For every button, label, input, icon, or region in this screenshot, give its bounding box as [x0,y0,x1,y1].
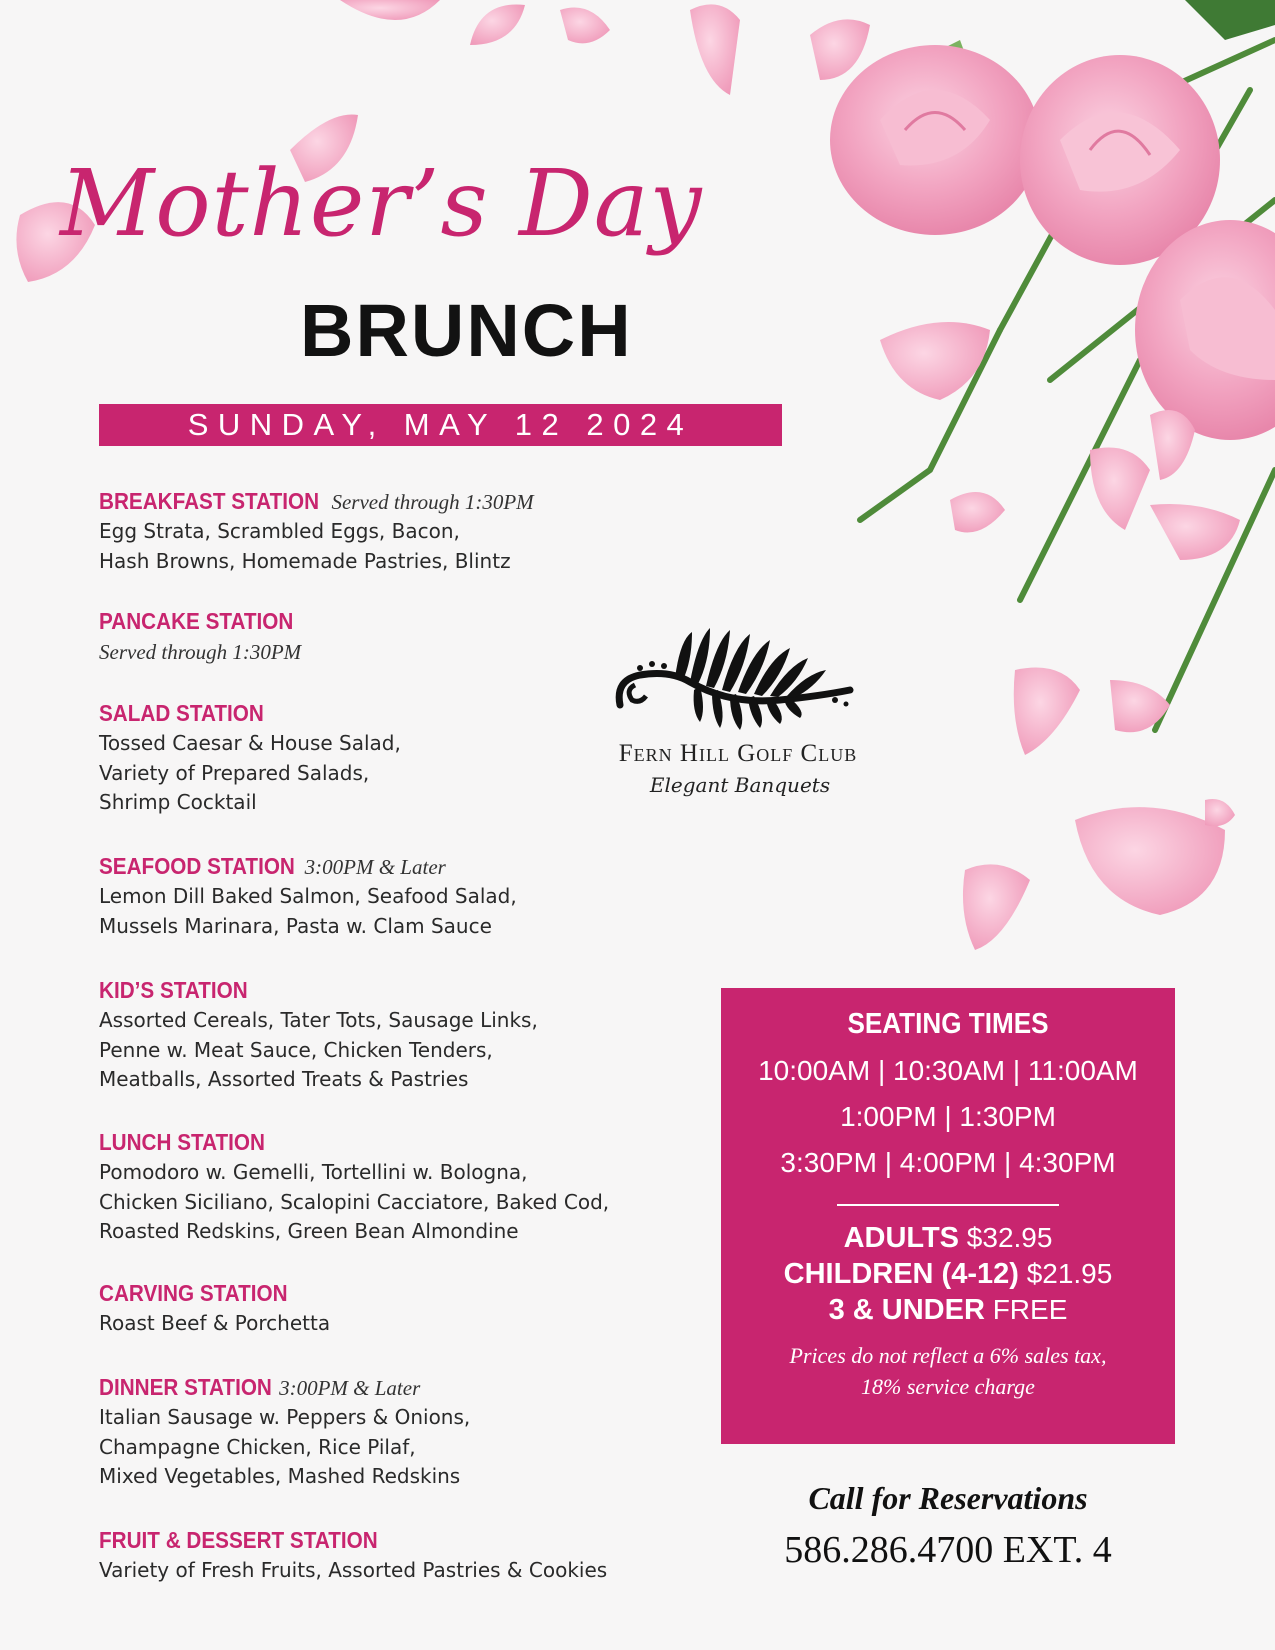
price-note-line: 18% service charge [861,1374,1035,1399]
station-name: SEAFOOD STATION [99,853,295,879]
station-note: Served through 1:30PM [99,640,302,664]
station-items-line: Lemon Dill Baked Salmon, Seafood Salad, [99,884,517,908]
station-seafood [99,851,699,975]
station-items-line: Roasted Redskins, Green Bean Almondine [99,1219,519,1243]
seating-times-panel [721,988,1175,1444]
divider [837,1204,1059,1206]
station-items-line: Hash Browns, Homemade Pastries, Blintz [99,548,511,573]
station-items-line: Mixed Vegetables, Mashed Redskins [99,1464,461,1488]
seating-times-line: 10:00AM | 10:30AM | 11:00AM [758,1055,1138,1086]
rose-1 [830,45,1040,235]
station-items-line: Meatballs, Assorted Treats & Pastries [99,1067,469,1091]
station-items-line: Champagne Chicken, Rice Pilaf, [99,1434,416,1459]
reservations-label: Call for Reservations [808,1480,1088,1516]
price-value: $21.95 [1026,1258,1113,1289]
price-label: CHILDREN (4-12) [783,1258,1019,1290]
date-banner: SUNDAY, MAY 12 2024 [99,404,782,446]
station-name: DINNER STATION [99,1374,272,1400]
station-kids [99,975,699,1127]
station-items-line: Penne w. Meat Sauce, Chicken Tenders, [99,1037,493,1062]
station-items-line: Mussels Marinara, Pasta w. Clam Sauce [99,913,492,938]
price-under-3 [721,1292,1175,1328]
title-brunch: BRUNCH [300,289,633,372]
price-children [721,1256,1175,1292]
station-lunch [99,1127,699,1278]
station-items-line: Assorted Cereals, Tater Tots, Sausage Links, [99,1008,538,1032]
station-fruit-dessert [99,1525,699,1589]
title-script: Mother’s Day [60,150,703,257]
station-items-line: Pomodoro w. Gemelli, Tortellini w. Bologna, [99,1160,528,1184]
station-note: Served through 1:30PM [331,490,534,514]
price-note-line: Prices do not reflect a 6% sales tax, [789,1343,1107,1368]
station-items-line: Variety of Prepared Salads, [99,760,370,785]
logo-club-name: Fern Hill Golf Club [618,740,858,767]
price-label: ADULTS [843,1222,960,1254]
price-label: 3 & UNDER [828,1294,985,1326]
logo-tagline: Elegant Banquets [649,773,831,797]
seating-times-line: 1:00PM | 1:30PM [840,1101,1056,1132]
reservations-phone[interactable]: 586.286.4700 EXT. 4 [784,1529,1112,1571]
station-items-line: Chicken Siciliano, Scalopini Cacciatore, Baked Cod, [99,1189,610,1214]
station-name: PANCAKE STATION [99,608,294,634]
price-adults [721,1220,1175,1256]
station-items-line: Italian Sausage w. Peppers & Onions, [99,1405,471,1429]
price-value: FREE [992,1294,1068,1325]
station-items-line: Egg Strata, Scrambled Eggs, Bacon, [99,519,460,543]
station-items-line: Tossed Caesar & House Salad, [99,731,401,755]
price-note [721,1340,1175,1402]
station-name: LUNCH STATION [99,1129,265,1155]
seating-title: SEATING TIMES [847,1008,1049,1040]
station-name: KID’S STATION [99,977,248,1003]
station-note: 3:00PM & Later [304,855,446,879]
station-items-line: Variety of Fresh Fruits, Assorted Pastries & Cookies [99,1558,608,1582]
station-breakfast [99,486,699,606]
price-value: $32.95 [966,1222,1053,1253]
station-items-line: Roast Beef & Porchetta [99,1311,331,1335]
station-carving [99,1278,699,1372]
station-name: CARVING STATION [99,1280,288,1306]
station-name: BREAKFAST STATION [99,488,320,514]
station-name: FRUIT & DESSERT STATION [99,1527,378,1553]
seating-times-line: 3:30PM | 4:00PM | 4:30PM [780,1147,1116,1178]
station-name: SALAD STATION [99,700,264,726]
station-items-line: Shrimp Cocktail [99,790,257,814]
station-dinner [99,1372,699,1525]
station-note: 3:00PM & Later [279,1376,421,1400]
